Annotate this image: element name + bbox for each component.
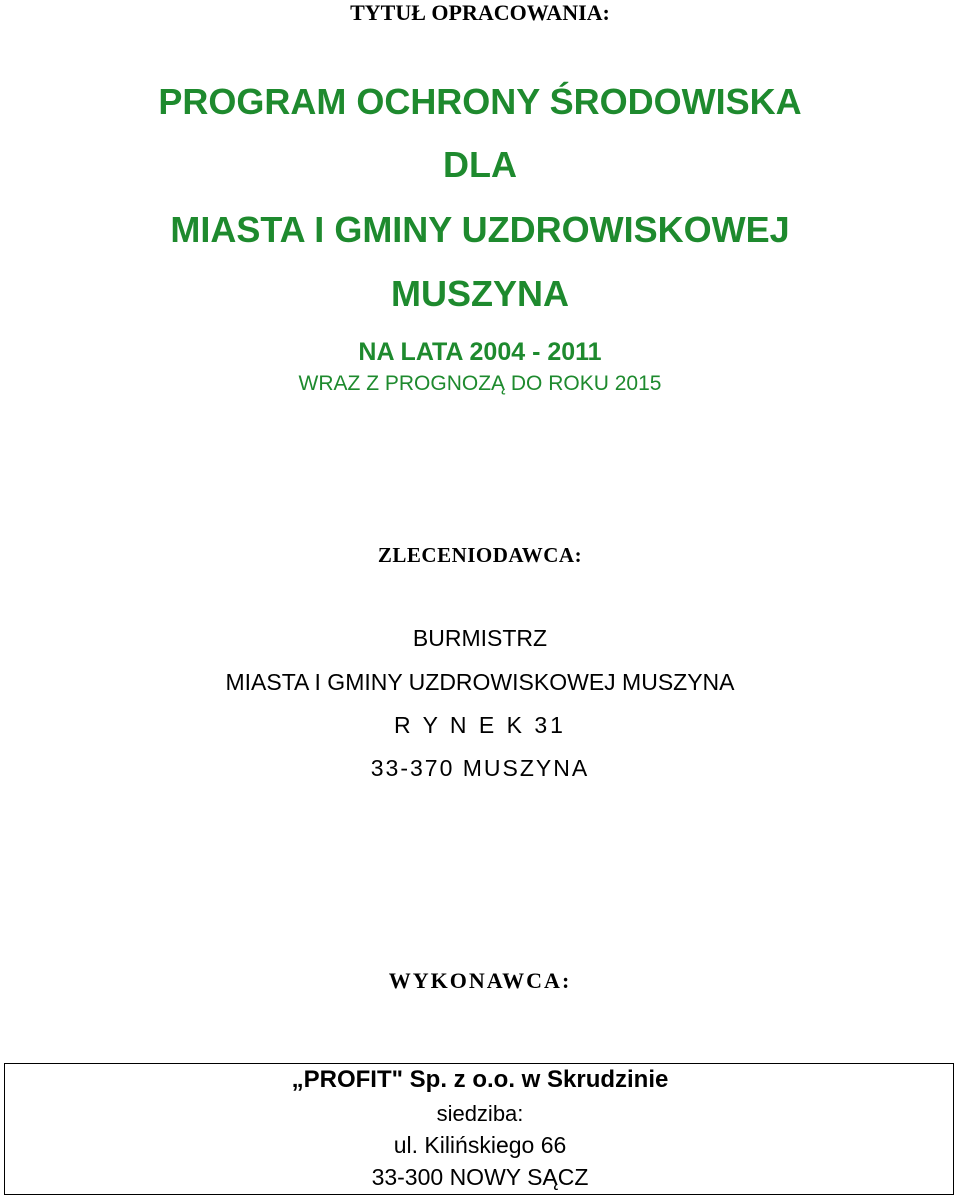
contractor-label: WYKONAWCA: [388,968,572,993]
contractor-city: 33-300 NOWY SĄCZ [371,1164,589,1190]
client-office: MIASTA I GMINY UZDROWISKOWEJ MUSZYNA [225,669,735,695]
program-title: PROGRAM OCHRONY ŚRODOWISKA [158,81,802,122]
program-years: NA LATA 2004 - 2011 [358,338,602,366]
program-forecast: WRAZ Z PROGNOZĄ DO ROKU 2015 [298,372,662,395]
contractor-name: „PROFIT" Sp. z o.o. w Skrudzinie [291,1066,669,1093]
client-city: 33-370 MUSZYNA [370,755,590,781]
program-title-municipality: MIASTA I GMINY UZDROWISKOWEJ [170,209,790,250]
contractor-street: ul. Kilińskiego 66 [393,1132,567,1158]
contractor-seat-label: siedziba: [436,1101,524,1126]
document-type-label: TYTUŁ OPRACOWANIA: [350,0,610,25]
client-label: ZLECENIODAWCA: [377,543,583,567]
program-title-for: DLA [443,144,517,185]
program-title-town: MUSZYNA [391,273,569,314]
client-street: R Y N E K 31 [394,712,566,738]
client-title: BURMISTRZ [412,625,548,651]
